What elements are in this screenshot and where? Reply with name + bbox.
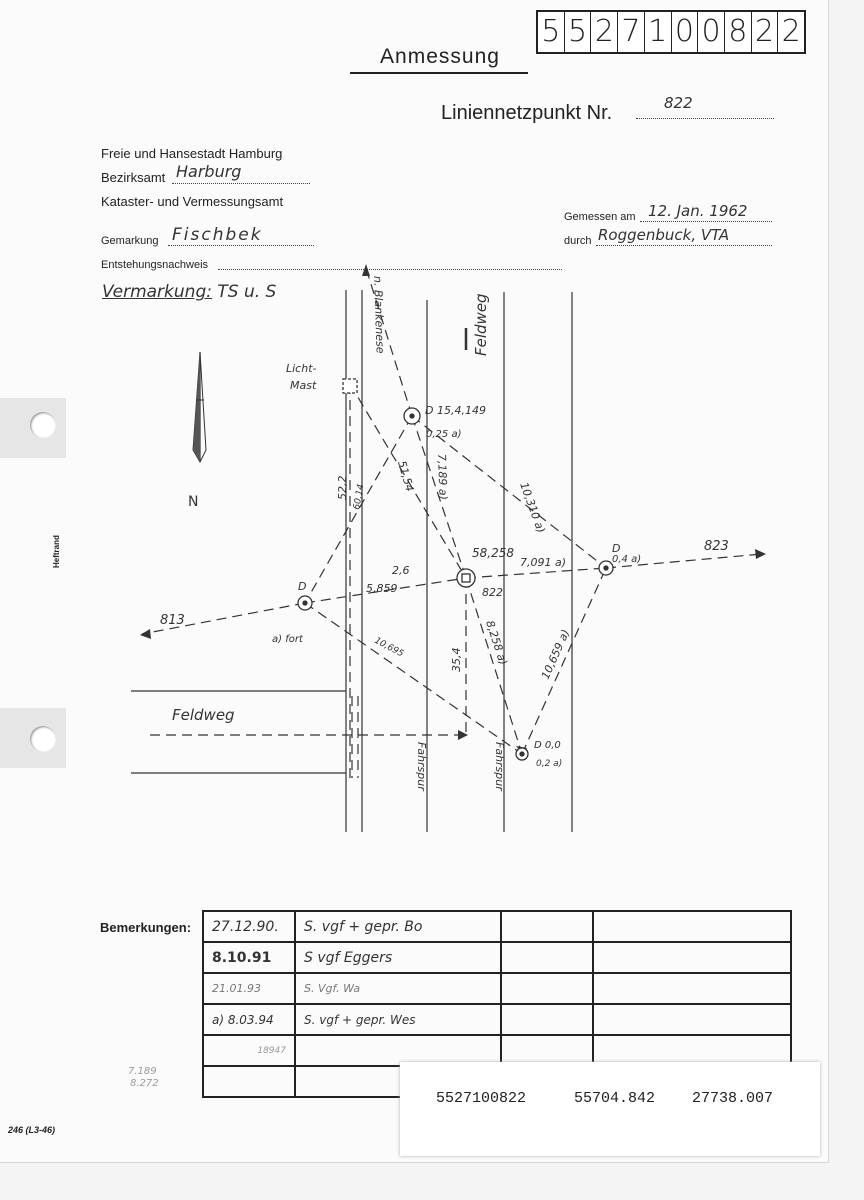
table-row [203, 942, 791, 973]
pencil-note-1: 7.189 [128, 1066, 157, 1077]
digit: 5 [538, 12, 565, 52]
point-top-label: D 15,4,149 [425, 404, 486, 417]
coordinate-y: 27738.007 [692, 1090, 774, 1107]
point-left-sub: a) fort [272, 634, 303, 645]
remark-date: 8.10.91 [203, 942, 295, 973]
measure-10-659: 10,659 a) [538, 627, 573, 682]
point-right-label: D [612, 542, 621, 555]
gemarkung-label: Gemarkung [101, 235, 159, 247]
dir-823-label: 823 [704, 539, 729, 554]
arrow-heads [140, 264, 766, 756]
remark-date: a) 8.03.94 [203, 1004, 295, 1035]
remark-text: S. Vgf. Wa [295, 973, 501, 1004]
measure-10-695: 10,695 [372, 635, 406, 660]
remark-text: S vgf Eggers [295, 942, 501, 973]
form-number: 246 (L3-46) [8, 1125, 56, 1135]
digit: 2 [591, 12, 618, 52]
gemessen-label: Gemessen am [564, 211, 636, 223]
licht-mast-label-1: Licht- [286, 362, 317, 375]
remark-date: 21.01.93 [203, 973, 295, 1004]
digit: 0 [672, 12, 699, 52]
durch-label: durch [564, 235, 592, 247]
feldweg-top-label: Feldweg [472, 293, 490, 356]
licht-mast-label-2: Mast [290, 379, 317, 392]
measure-52-2: 52,2 [336, 475, 349, 500]
digit: 8 [725, 12, 752, 52]
bezirksamt-label: Bezirksamt [101, 170, 166, 185]
vermarkung-label: Vermarkung: [102, 282, 212, 302]
sketch-labels [160, 276, 729, 793]
measure-60-14: 60,14 [352, 483, 367, 511]
digit: 7 [618, 12, 645, 52]
point-bottom-label: D 0,0 [534, 740, 561, 751]
measurement-lines [142, 268, 762, 778]
authority-name: Freie und Hansestadt Hamburg [101, 146, 283, 161]
lnp-value: 822 [664, 94, 693, 112]
heftrand-label: Heftrand [52, 535, 61, 568]
entstehung-label: Entstehungsnachweis [101, 259, 209, 271]
gemessen-value: 12. Jan. 1962 [648, 202, 748, 220]
point-right-sub: 0,4 a) [612, 554, 642, 565]
table-row [203, 1004, 791, 1035]
remark-date: 18947 [203, 1035, 295, 1066]
digit: 2 [781, 14, 801, 49]
bezirksamt-value: Harburg [176, 162, 242, 181]
point-top-sub: 0,25 a) [426, 429, 462, 440]
vermarkung-value: TS u. S [217, 282, 277, 302]
digit: 0 [698, 12, 725, 52]
coordinate-id: 5527100822 [436, 1090, 527, 1107]
page-title: Anmessung [380, 45, 500, 68]
remark-date [203, 1066, 295, 1097]
blankenese-label: n. Blankenese [371, 275, 387, 354]
gemarkung-value: Fischbek [172, 225, 263, 245]
remarks-label: Bemerkungen: [100, 920, 192, 935]
durch-value: Roggenbuck, VTA [598, 226, 730, 244]
measure-2-6: 2,6 [392, 564, 410, 577]
amt-name: Kataster- und Vermessungsamt [101, 194, 284, 209]
digit: 2 [752, 12, 779, 52]
remark-text: S. vgf + gepr. Bo [295, 911, 501, 942]
dir-813-label: 813 [160, 613, 185, 628]
coordinate-x: 55704.842 [574, 1090, 656, 1107]
point-bottom-sub: 0,2 a) [536, 759, 563, 769]
table-row [203, 973, 791, 1004]
north-arrow [193, 352, 206, 462]
measure-5-859: 5,859 [366, 582, 398, 595]
measure-7-189: 7,189 a) [435, 453, 450, 501]
digit: 5 [565, 12, 592, 52]
table-row [203, 911, 791, 942]
point-center-nr: 822 [482, 586, 503, 599]
fahrspur-2-label: Fahrspur [493, 742, 506, 791]
measure-35-4: 35,4 [450, 647, 463, 672]
pencil-note-2: 8.272 [130, 1078, 159, 1089]
point-center-value: 58,258 [472, 546, 514, 560]
feldweg-left-label: Feldweg [172, 706, 235, 724]
fahrspur-1-label: Fahrspur [415, 742, 428, 791]
measure-10-310: 10,310 a) [517, 480, 548, 535]
measure-8-258: 8,258 a) [483, 618, 510, 667]
coordinate-label-sticker [400, 1062, 820, 1156]
remark-text: S. vgf + gepr. Wes [295, 1004, 501, 1035]
point-left-label: D [298, 580, 307, 593]
north-label: N [188, 494, 199, 510]
measure-51-54: 51,54 [395, 459, 417, 494]
digit: 1 [645, 12, 672, 52]
remark-date: 27.12.90. [203, 911, 295, 942]
lnp-label: Liniennetzpunkt Nr. [441, 102, 613, 124]
measure-7-091: 7,091 a) [520, 556, 567, 569]
